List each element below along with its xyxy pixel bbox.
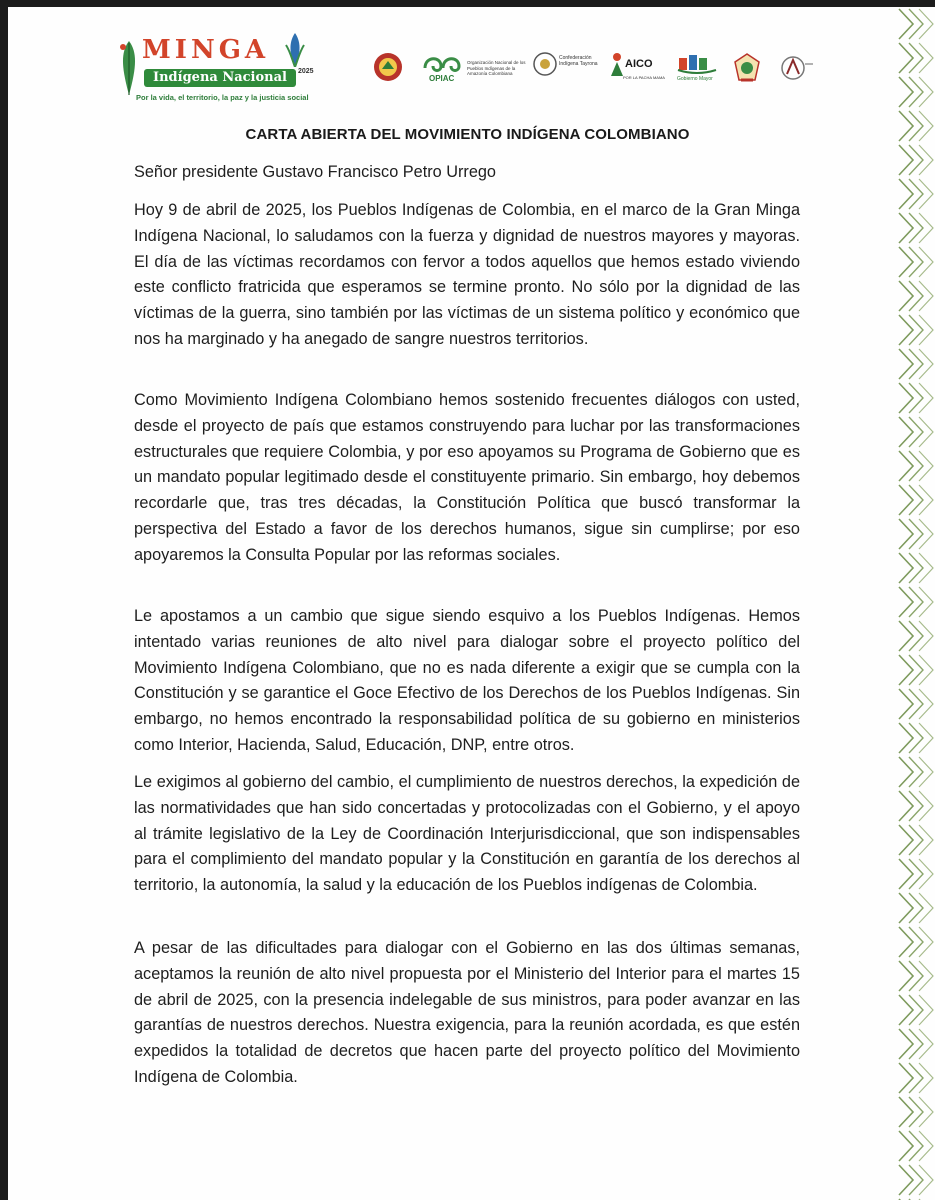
minga-logo-banner: Indígena Nacional [144, 69, 296, 87]
minga-indigena-logo [116, 33, 316, 103]
paragraph-text: Hoy 9 de abril de 2025, los Pueblos Indígenas de Colombia, en el marco de la Gran Minga Indígena Nacional, lo saludamos con la fuerza y dignidad de nuestros mayores y mayoras. El día de las víctimas recordamos con fervor a todos aquellos que hemos estado viviendo este conflicto fratricida que esperamos se termine pronto. No sólo por la dignidad de las víctimas de la guerra, sino también por las víctimas de un sistema político y económico que nos ha marginado y ha anegado de sangre nuestros territorios. [134, 201, 800, 348]
opiac-spiral-icon [421, 52, 465, 74]
letter-salutation: Señor presidente Gustavo Francisco Petro Urrego [134, 163, 496, 181]
feather-icon [116, 39, 142, 97]
organization-logos [373, 52, 823, 92]
paragraph-1 [134, 198, 800, 353]
minga-logo-word: MINGA [142, 35, 270, 65]
aico-figure-icon [609, 52, 625, 76]
minga-logo-tagline: Por la vida, el territorio, la paz y la justicia social [136, 93, 309, 102]
chevron-border-decoration [895, 7, 935, 1200]
paragraph-text: Le exigimos al gobierno del cambio, el cumplimiento de nuestros derechos, la expedición de las normatividades que han sido concertadas y protocolizadas con el Gobierno, y el apoyo al trámite legislativo de la Ley de Coordinación Interjurisdiccional, que son indispensables para el complimiento del mandato popular y la Constitución en garantía de los derechos al territorio, la autonomía, la salud y la educación de los Pueblos indígenas de Colombia. [134, 773, 800, 895]
cit-emblem-icon [533, 52, 557, 76]
paragraph-4 [134, 770, 800, 899]
minga-logo-year: 2025 [298, 68, 314, 75]
aico-label: AICO [625, 58, 653, 70]
plume-icon [282, 33, 308, 67]
logo-ascai [777, 52, 817, 88]
logo-cit [533, 52, 599, 88]
logo-cric [731, 52, 767, 88]
cric-emblem-icon [731, 52, 763, 84]
logo-onic [373, 52, 407, 88]
ascai-figure-icon [777, 52, 815, 82]
paragraph-5 [134, 936, 800, 1091]
cit-caption: Confederación Indígena Tayrona [559, 55, 598, 67]
logo-opiac [421, 52, 531, 88]
onic-seal-icon [373, 52, 403, 82]
opiac-label: OPIAC [429, 74, 455, 83]
aico-caption: POR LA PACHA MAMA [623, 75, 665, 80]
letter-page [8, 7, 935, 1200]
gobierno-mayor-caption: Gobierno Mayor [677, 76, 713, 82]
logo-aico [609, 52, 669, 88]
logo-gobierno-mayor [677, 52, 719, 88]
gobierno-mayor-icon [677, 52, 717, 74]
paragraph-text: Como Movimiento Indígena Colombiano hemos sostenido frecuentes diálogos con usted, desde el proyecto de país que estamos construyendo para luchar por las transformaciones estructurales que requiere Colombia, y por eso apoyamos su Programa de Gobierno que es un mandato popular legitimado desde el constituyente primario. Sin embargo, hoy debemos recordarle que, tras tres décadas, la Constitución Política que buscó transformar la perspectiva del Estado a favor de los derechos humanos, sigue sin cumplirse; por eso apoyaremos la Consulta Popular por las reformas sociales. [134, 391, 800, 564]
opiac-caption: Organización Nacional de los Pueblos Indígenas de la Amazonía Colombiana [467, 60, 526, 76]
paragraph-3 [134, 604, 800, 759]
paragraph-text: A pesar de las dificultades para dialogar con el Gobierno en las dos últimas semanas, aceptamos la reunión de alto nivel propuesta por el Ministerio del Interior para el martes 15 de abril de 2025, con la presencia indelegable de sus ministros, para poder avanzar en las garantías de nuestros derechos. Nuestra exigencia, para la reunión acordada, es que estén expedidos la totalidad de decretos que hacen parte del proyecto político del Movimiento Indígena de Colombia. [134, 939, 800, 1086]
paragraph-text: Le apostamos a un cambio que sigue siendo esquivo a los Pueblos Indígenas. Hemos intentado varias reuniones de alto nivel para dialogar sobre el proyecto político del Movimiento Indígena Colombiano, que no es nada diferente a exigir que se cumpla con la Constitución y se garantice el Goce Efectivo de los Derechos de los Pueblos Indígenas. Sin embargo, no hemos encontrado la responsabilidad política de su gobierno en ministerios como Interior, Hacienda, Salud, Educación, DNP, entre otros. [134, 607, 800, 754]
letter-title: CARTA ABIERTA DEL MOVIMIENTO INDÍGENA COLOMBIANO [245, 126, 690, 143]
paragraph-2 [134, 388, 800, 569]
